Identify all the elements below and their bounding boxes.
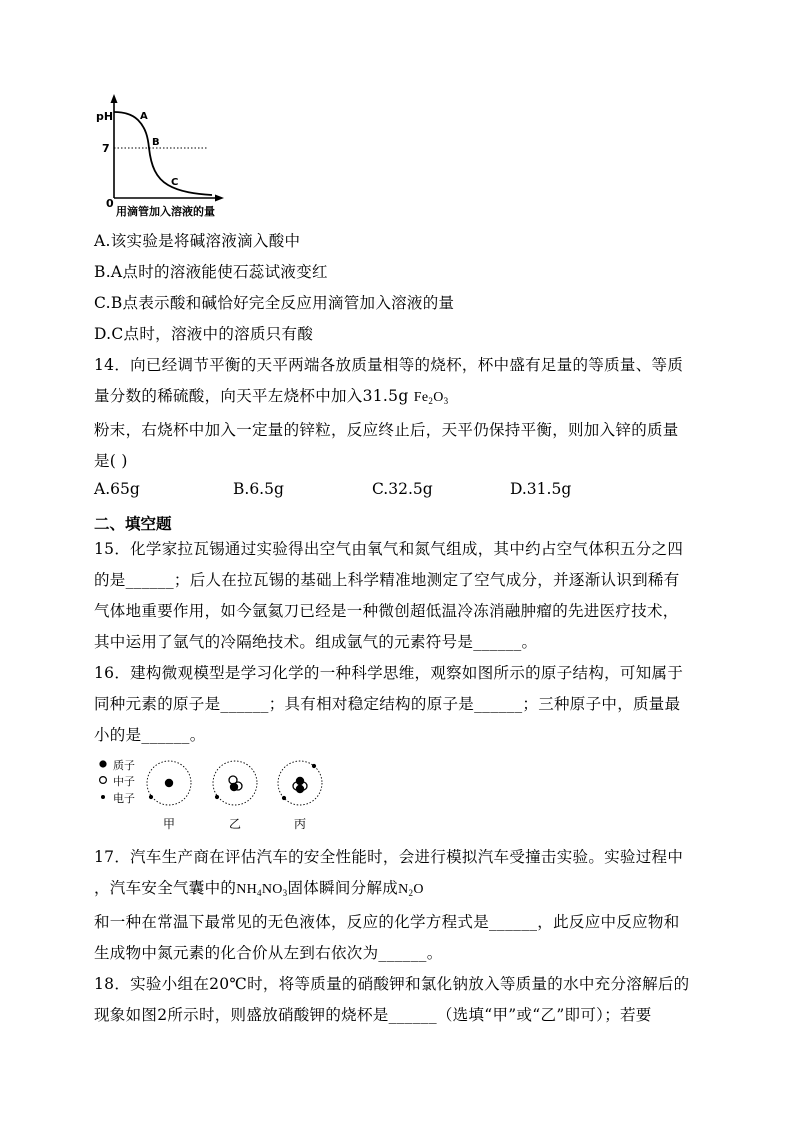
q14-line-3: 粉末，右烧杯中加入一定量的锌粒，反应终止后，天平仍保持平衡，则加入锌的质量	[94, 421, 679, 439]
legend-neutron-icon	[100, 777, 107, 784]
atom-label-bing: 丙	[294, 817, 307, 831]
ph-curve-chart	[92, 92, 292, 220]
q13-option-a: A.该实验是将碱溶液滴入酸中	[94, 232, 301, 250]
q13-option-b: B.A点时的溶液能使石蕊试液变红	[94, 263, 328, 281]
point-label-b: B	[152, 137, 160, 148]
ph-curve	[114, 112, 212, 195]
electron	[312, 764, 316, 768]
q16-line-2: 同种元素的原子是______；具有相对稳定结构的原子是______；三种原子中，质量最	[94, 695, 681, 713]
q15-line-4: 其中运用了氩气的冷隔绝技术。组成氩气的元素符号是______。	[94, 633, 538, 651]
y-axis-label: pH	[96, 110, 114, 123]
x-axis-arrow	[215, 195, 224, 202]
nucleus-proton	[296, 777, 304, 785]
nucleus-proton	[230, 783, 238, 791]
legend-neutron-label: 中子	[113, 775, 135, 788]
q13-option-c: C.B点表示酸和碱恰好完全反应用滴管加入溶液的量	[94, 294, 455, 312]
q17-line-1: 17．汽车生产商在评估汽车的安全性能时，会进行模拟汽车受撞击实验。实验过程中	[94, 848, 684, 866]
q15-line-3: 气体地重要作用，如今氩氦刀已经是一种微创超低温冷冻消融肿瘤的先进医疗技术，	[94, 602, 679, 620]
q14-formula-fe2o3: $Fe_2O_3$	[413, 390, 449, 406]
q17-line-4: 生成物中氮元素的化合价从左到右依次为______。	[94, 944, 443, 962]
q14-line-4: 是( )	[94, 452, 128, 470]
q14-option-c: C.32.5g	[372, 480, 433, 498]
q16-line-1: 16．建构微观模型是学习化学的一种科学思维，观察如图所示的原子结构，可知属于	[94, 664, 684, 682]
q18-line-2: 现象如图2所示时，则盛放硝酸钾的烧杯是______（选填“甲”或“乙”即可）；若要	[94, 1006, 652, 1024]
q13-option-d: D.C点时，溶液中的溶质只有酸	[94, 325, 314, 343]
nucleus-proton	[296, 785, 304, 793]
legend-electron-label: 电子	[113, 792, 135, 805]
q14-line-1: 14．向已经调节平衡的天平两端各放质量相等的烧杯，杯中盛有足量的等质量、等质	[94, 356, 684, 374]
x-axis-label: 用滴管加入溶液的量	[116, 205, 215, 218]
q15-line-2: 的是______；后人在拉瓦锡的基础上科学精准地测定了空气成分，并逐渐认识到稀有	[94, 571, 680, 589]
q17-formula-n2o: $N_2O$	[398, 882, 424, 898]
q14-option-a: A.65g	[94, 480, 140, 498]
q17-line-3: 和一种在常温下最常见的无色液体，反应的化学方程式是______，此反应中反应物和	[94, 913, 680, 931]
electron	[149, 795, 153, 799]
electron	[282, 796, 286, 800]
legend-proton-label: 质子	[113, 759, 135, 772]
atom-label-jia: 甲	[163, 817, 176, 831]
legend-proton-icon	[99, 760, 106, 767]
atom-yi	[213, 761, 257, 805]
point-label-a: A	[140, 111, 148, 122]
electron	[215, 795, 219, 799]
q14-option-d: D.31.5g	[510, 480, 572, 498]
q17-formula-nh4no3: $NH_4NO_3$	[236, 882, 288, 898]
point-label-c: C	[171, 177, 179, 188]
q17-line-2-text-b: 固体瞬间分解成	[287, 879, 399, 897]
atom-structure-figure	[94, 752, 354, 834]
q14-line-2-text: 量分数的稀硫酸，向天平左烧杯中加入31.5g	[94, 387, 414, 405]
q17-line-2	[94, 876, 424, 898]
nucleus-proton	[165, 779, 173, 787]
atom-bing	[278, 761, 322, 805]
q14-line-2	[94, 384, 448, 406]
q17-line-2-text-a: ，汽车安全气囊中的	[94, 879, 237, 897]
q15-line-1: 15．化学家拉瓦锡通过实验得出空气由氧气和氮气组成，其中约占空气体积五分之四	[94, 540, 684, 558]
legend-electron-icon	[101, 795, 105, 799]
origin-label: 0	[106, 197, 114, 210]
atom-jia	[147, 761, 191, 805]
q16-line-3: 小的是______。	[94, 726, 206, 744]
q14-option-b: B.6.5g	[233, 480, 284, 498]
atom-label-yi: 乙	[229, 817, 242, 831]
section-title: 二、填空题	[94, 515, 172, 533]
q18-line-1: 18．实验小组在20℃时，将等质量的硝酸钾和氯化钠放入等质量的水中充分溶解后的	[94, 975, 690, 993]
tick-label-7: 7	[102, 142, 110, 155]
y-axis-arrow	[111, 94, 118, 103]
